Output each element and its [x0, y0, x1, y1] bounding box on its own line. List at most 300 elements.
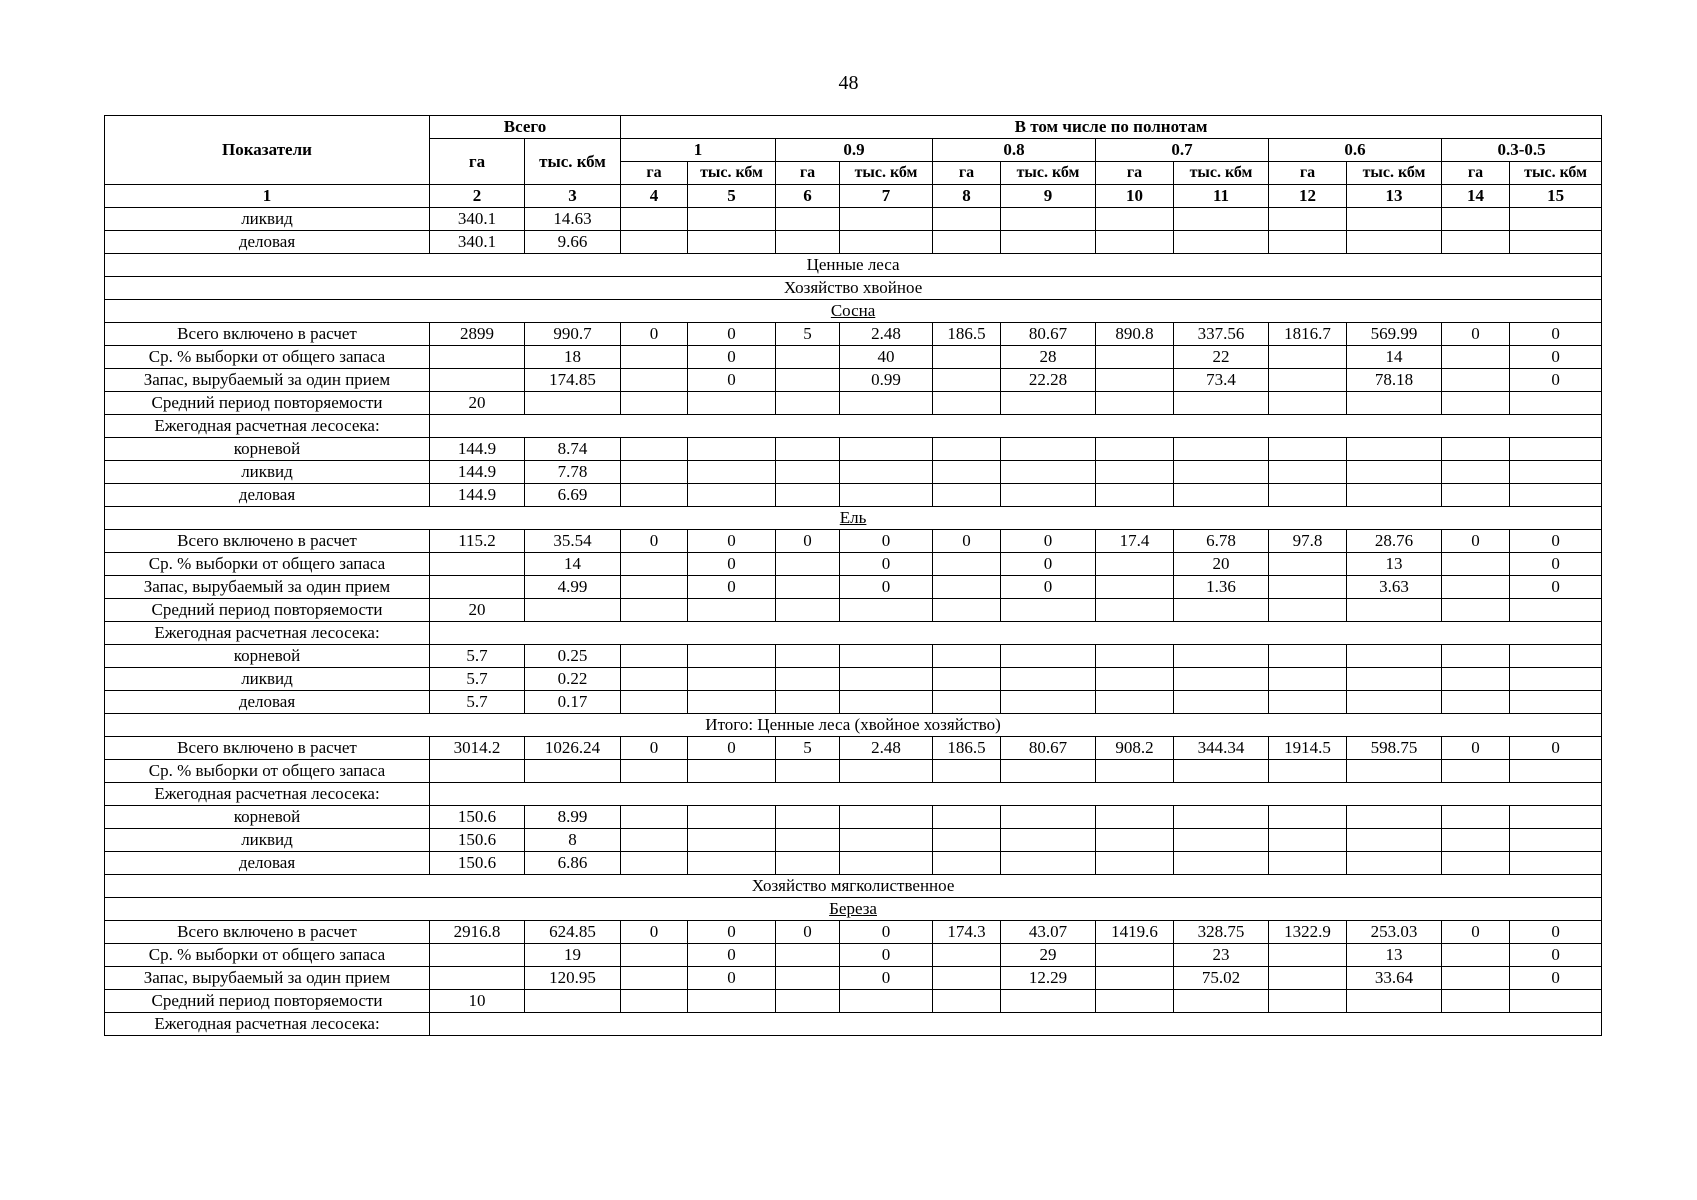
table-cell: 174.3 — [933, 921, 1001, 944]
table-cell — [776, 944, 840, 967]
table-cell: 0 — [688, 530, 776, 553]
table-cell: 0 — [688, 737, 776, 760]
table-cell: 14.63 — [525, 208, 621, 231]
table-cell: 890.8 — [1096, 323, 1174, 346]
table-cell — [1510, 484, 1602, 507]
header-total-ha: га — [430, 139, 525, 185]
section-heading-row — [105, 714, 1602, 737]
table-cell — [776, 967, 840, 990]
table-cell — [621, 208, 688, 231]
header-density-0-8: 0.8 — [933, 139, 1096, 162]
table-cell — [840, 668, 933, 691]
table-cell — [933, 461, 1001, 484]
table-cell — [1096, 553, 1174, 576]
table-cell — [933, 553, 1001, 576]
table-cell — [1269, 829, 1347, 852]
table-cell: 0 — [688, 369, 776, 392]
header-density-0-7: 0.7 — [1096, 139, 1269, 162]
table-row — [105, 760, 1602, 783]
table-cell: 13 — [1347, 553, 1442, 576]
table-cell: 0 — [1442, 323, 1510, 346]
table-cell — [525, 760, 621, 783]
table-cell: 0 — [1510, 944, 1602, 967]
table-cell — [1096, 438, 1174, 461]
table-cell — [1269, 208, 1347, 231]
table-cell — [1174, 852, 1269, 875]
table-cell — [688, 829, 776, 852]
table-cell — [840, 760, 933, 783]
section-heading — [105, 507, 1602, 530]
section-heading — [105, 714, 1602, 737]
table-cell — [621, 346, 688, 369]
header-unit-ha: га — [1442, 162, 1510, 185]
header-unit-volume: тыс. кбм — [688, 162, 776, 185]
table-cell — [1269, 806, 1347, 829]
table-cell: 23 — [1174, 944, 1269, 967]
table-cell — [1096, 806, 1174, 829]
table-body — [105, 208, 1602, 1036]
table-cell — [1096, 852, 1174, 875]
table-cell — [776, 392, 840, 415]
table-cell — [430, 967, 525, 990]
table-cell: 0 — [688, 921, 776, 944]
table-cell — [1096, 208, 1174, 231]
table-cell — [1347, 691, 1442, 714]
table-cell: 186.5 — [933, 323, 1001, 346]
table-row — [105, 369, 1602, 392]
table-cell — [1174, 461, 1269, 484]
table-cell: 8 — [525, 829, 621, 852]
table-cell — [1269, 576, 1347, 599]
table-cell — [776, 576, 840, 599]
table-cell — [933, 852, 1001, 875]
column-number: 5 — [688, 185, 776, 208]
table-row — [105, 576, 1602, 599]
table-cell — [933, 668, 1001, 691]
table-cell — [688, 208, 776, 231]
table-cell — [840, 438, 933, 461]
table-cell — [1001, 208, 1096, 231]
table-cell — [1001, 668, 1096, 691]
header-density-1: 1 — [621, 139, 776, 162]
table-cell — [933, 208, 1001, 231]
table-cell — [840, 645, 933, 668]
table-cell — [1347, 760, 1442, 783]
table-cell: 78.18 — [1347, 369, 1442, 392]
table-cell — [1442, 461, 1510, 484]
table-row — [105, 392, 1602, 415]
table-cell — [1174, 231, 1269, 254]
table-cell — [1174, 829, 1269, 852]
table-cell: 28.76 — [1347, 530, 1442, 553]
table-cell — [1347, 806, 1442, 829]
table-cell: 990.7 — [525, 323, 621, 346]
table-cell — [430, 553, 525, 576]
section-heading-row — [105, 875, 1602, 898]
column-number: 15 — [1510, 185, 1602, 208]
table-cell: 0 — [1442, 530, 1510, 553]
column-number: 14 — [1442, 185, 1510, 208]
table-cell: 0 — [840, 921, 933, 944]
table-cell — [933, 346, 1001, 369]
table-cell — [933, 576, 1001, 599]
table-cell — [1269, 484, 1347, 507]
table-row — [105, 967, 1602, 990]
table-cell: 6.86 — [525, 852, 621, 875]
row-label: Ср. % выборки от общего запаса — [105, 760, 430, 783]
table-cell: 0 — [1001, 576, 1096, 599]
table-cell: 80.67 — [1001, 737, 1096, 760]
header-unit-volume: тыс. кбм — [1347, 162, 1442, 185]
table-cell — [1442, 599, 1510, 622]
header-unit-ha: га — [933, 162, 1001, 185]
table-cell — [1174, 484, 1269, 507]
table-cell — [1174, 645, 1269, 668]
table-cell — [776, 231, 840, 254]
section-heading-row — [105, 898, 1602, 921]
row-label: ликвид — [105, 829, 430, 852]
section-heading-text: Ель — [839, 508, 867, 527]
table-row — [105, 323, 1602, 346]
row-label: корневой — [105, 438, 430, 461]
table-cell — [1174, 599, 1269, 622]
table-cell: 144.9 — [430, 484, 525, 507]
table-cell — [1001, 645, 1096, 668]
table-cell — [1174, 392, 1269, 415]
table-cell — [840, 990, 933, 1013]
table-cell — [1510, 599, 1602, 622]
table-cell — [776, 990, 840, 1013]
table-cell — [1174, 806, 1269, 829]
table-cell — [933, 806, 1001, 829]
table-cell: 40 — [840, 346, 933, 369]
table-cell: 6.69 — [525, 484, 621, 507]
row-label: Ежегодная расчетная лесосека: — [105, 622, 430, 645]
table-cell: 1026.24 — [525, 737, 621, 760]
table-cell — [1174, 760, 1269, 783]
table-cell — [621, 231, 688, 254]
table-cell — [1001, 438, 1096, 461]
row-label: Запас, вырубаемый за один прием — [105, 967, 430, 990]
table-cell — [933, 990, 1001, 1013]
table-cell: 174.85 — [525, 369, 621, 392]
table-cell — [621, 668, 688, 691]
row-label: деловая — [105, 231, 430, 254]
table-cell: 0 — [1510, 967, 1602, 990]
table-row — [105, 438, 1602, 461]
table-cell — [776, 553, 840, 576]
table-cell: 29 — [1001, 944, 1096, 967]
header-density-0-6: 0.6 — [1269, 139, 1442, 162]
table-cell — [1442, 208, 1510, 231]
table-cell — [776, 668, 840, 691]
table-row — [105, 921, 1602, 944]
table-cell: 2.48 — [840, 737, 933, 760]
table-cell — [1347, 208, 1442, 231]
header-density-0-9: 0.9 — [776, 139, 933, 162]
table-cell: 1419.6 — [1096, 921, 1174, 944]
section-heading-text: Хозяйство хвойное — [783, 278, 923, 297]
table-cell — [1442, 806, 1510, 829]
empty-cell — [430, 415, 1602, 438]
table-cell — [1269, 691, 1347, 714]
table-cell — [840, 461, 933, 484]
row-label: Всего включено в расчет — [105, 530, 430, 553]
table-cell — [840, 691, 933, 714]
table-cell — [1347, 484, 1442, 507]
table-cell — [1442, 231, 1510, 254]
table-cell — [1174, 208, 1269, 231]
table-cell — [688, 691, 776, 714]
table-cell — [933, 484, 1001, 507]
table-cell — [1442, 668, 1510, 691]
table-cell — [621, 691, 688, 714]
table-cell: 0 — [933, 530, 1001, 553]
table-row — [105, 231, 1602, 254]
table-cell: 0 — [776, 921, 840, 944]
table-cell — [776, 760, 840, 783]
header-unit-volume: тыс. кбм — [1174, 162, 1269, 185]
table-cell — [1442, 691, 1510, 714]
section-heading-text: Итого: Ценные леса (хвойное хозяйство) — [705, 715, 1001, 734]
table-cell: 340.1 — [430, 208, 525, 231]
table-cell: 328.75 — [1174, 921, 1269, 944]
column-number: 6 — [776, 185, 840, 208]
column-number: 9 — [1001, 185, 1096, 208]
table-cell — [430, 760, 525, 783]
header-unit-volume: тыс. кбм — [840, 162, 933, 185]
header-unit-ha: га — [1096, 162, 1174, 185]
table-cell — [1174, 990, 1269, 1013]
table-row — [105, 346, 1602, 369]
table-cell — [840, 829, 933, 852]
table-cell: 115.2 — [430, 530, 525, 553]
row-label: деловая — [105, 484, 430, 507]
table-cell: 0 — [1510, 530, 1602, 553]
table-cell: 598.75 — [1347, 737, 1442, 760]
table-cell: 20 — [430, 392, 525, 415]
table-cell: 2916.8 — [430, 921, 525, 944]
table-cell: 1.36 — [1174, 576, 1269, 599]
table-cell — [1510, 461, 1602, 484]
header-by-density: В том числе по полнотам — [621, 116, 1602, 139]
table-cell — [1096, 599, 1174, 622]
table-cell — [1510, 668, 1602, 691]
row-label: Ср. % выборки от общего запаса — [105, 553, 430, 576]
table-cell: 22 — [1174, 346, 1269, 369]
table-cell: 75.02 — [1174, 967, 1269, 990]
section-heading — [105, 875, 1602, 898]
table-cell — [1347, 645, 1442, 668]
table-cell: 6.78 — [1174, 530, 1269, 553]
table-cell — [1510, 990, 1602, 1013]
table-cell: 1816.7 — [1269, 323, 1347, 346]
table-cell — [1269, 461, 1347, 484]
table-cell — [1174, 668, 1269, 691]
table-cell: 0 — [688, 576, 776, 599]
table-cell: 0 — [840, 530, 933, 553]
table-cell — [688, 668, 776, 691]
table-row — [105, 461, 1602, 484]
table-cell — [933, 944, 1001, 967]
table-cell — [1096, 668, 1174, 691]
table-cell — [840, 208, 933, 231]
section-heading-row — [105, 507, 1602, 530]
table-cell: 0 — [1442, 737, 1510, 760]
row-label: деловая — [105, 691, 430, 714]
table-cell: 20 — [430, 599, 525, 622]
table-cell: 0 — [621, 921, 688, 944]
table-cell — [1001, 231, 1096, 254]
table-cell: 0 — [1510, 346, 1602, 369]
table-cell: 0 — [688, 346, 776, 369]
table-cell — [776, 852, 840, 875]
table-cell — [621, 461, 688, 484]
table-cell — [840, 852, 933, 875]
table-cell — [1174, 438, 1269, 461]
table-cell — [1442, 369, 1510, 392]
table-cell — [1510, 231, 1602, 254]
row-label: Средний период повторяемости — [105, 990, 430, 1013]
table-cell — [840, 599, 933, 622]
table-cell — [933, 392, 1001, 415]
table-cell — [1442, 990, 1510, 1013]
table-cell — [1510, 208, 1602, 231]
column-number: 2 — [430, 185, 525, 208]
row-label: деловая — [105, 852, 430, 875]
section-heading-text: Хозяйство мягколиственное — [751, 876, 955, 895]
table-cell: 150.6 — [430, 806, 525, 829]
table-cell: 144.9 — [430, 438, 525, 461]
table-row — [105, 599, 1602, 622]
table-cell: 18 — [525, 346, 621, 369]
row-label: ликвид — [105, 208, 430, 231]
table-cell: 120.95 — [525, 967, 621, 990]
table-cell — [430, 369, 525, 392]
table-cell — [1442, 645, 1510, 668]
empty-cell — [430, 622, 1602, 645]
table-cell: 5 — [776, 323, 840, 346]
table-cell — [1269, 760, 1347, 783]
row-label: ликвид — [105, 668, 430, 691]
table-cell: 624.85 — [525, 921, 621, 944]
table-cell — [1269, 438, 1347, 461]
table-cell: 144.9 — [430, 461, 525, 484]
section-heading — [105, 254, 1602, 277]
table-cell — [1442, 346, 1510, 369]
table-cell: 0 — [688, 323, 776, 346]
table-cell: 14 — [1347, 346, 1442, 369]
table-cell: 22.28 — [1001, 369, 1096, 392]
table-cell: 0 — [1510, 576, 1602, 599]
row-label: корневой — [105, 645, 430, 668]
table-cell — [1347, 438, 1442, 461]
table-cell: 0 — [840, 553, 933, 576]
table-cell — [621, 438, 688, 461]
row-label: Запас, вырубаемый за один прием — [105, 369, 430, 392]
forest-stock-table — [104, 115, 1602, 1036]
table-cell — [1269, 231, 1347, 254]
table-cell: 0 — [621, 737, 688, 760]
table-cell — [621, 944, 688, 967]
table-cell: 14 — [525, 553, 621, 576]
table-cell — [1096, 829, 1174, 852]
row-label: Запас, вырубаемый за один прием — [105, 576, 430, 599]
table-cell — [1442, 392, 1510, 415]
table-cell — [621, 806, 688, 829]
column-number-row — [105, 185, 1602, 208]
column-number: 12 — [1269, 185, 1347, 208]
table-cell: 7.78 — [525, 461, 621, 484]
row-label: Ежегодная расчетная лесосека: — [105, 1013, 430, 1036]
table-cell — [525, 990, 621, 1013]
table-cell — [1001, 599, 1096, 622]
table-row — [105, 622, 1602, 645]
table-cell — [933, 645, 1001, 668]
table-cell — [1510, 852, 1602, 875]
table-cell — [1442, 852, 1510, 875]
table-cell: 5.7 — [430, 668, 525, 691]
column-number: 1 — [105, 185, 430, 208]
table-cell: 253.03 — [1347, 921, 1442, 944]
table-cell — [1269, 645, 1347, 668]
column-number: 13 — [1347, 185, 1442, 208]
table-cell — [621, 829, 688, 852]
table-cell: 569.99 — [1347, 323, 1442, 346]
row-label: Средний период повторяемости — [105, 599, 430, 622]
table-cell — [1096, 967, 1174, 990]
table-cell — [933, 369, 1001, 392]
table-cell: 0.99 — [840, 369, 933, 392]
table-cell: 5 — [776, 737, 840, 760]
table-cell — [776, 806, 840, 829]
table-cell — [776, 438, 840, 461]
table-cell — [688, 760, 776, 783]
table-cell — [1269, 392, 1347, 415]
table-cell: 3014.2 — [430, 737, 525, 760]
page-number: 48 — [838, 72, 859, 94]
table-cell — [1347, 392, 1442, 415]
table-cell — [1510, 645, 1602, 668]
table-cell: 0 — [1001, 530, 1096, 553]
table-cell — [1347, 990, 1442, 1013]
table-cell — [1442, 484, 1510, 507]
column-number: 4 — [621, 185, 688, 208]
table-cell: 0 — [688, 967, 776, 990]
table-row — [105, 944, 1602, 967]
table-cell — [621, 990, 688, 1013]
table-cell — [1001, 691, 1096, 714]
empty-cell — [430, 1013, 1602, 1036]
section-heading-row — [105, 277, 1602, 300]
table-cell — [1001, 392, 1096, 415]
header-unit-volume: тыс. кбм — [1001, 162, 1096, 185]
column-number: 8 — [933, 185, 1001, 208]
table-cell: 12.29 — [1001, 967, 1096, 990]
table-cell — [776, 829, 840, 852]
table-cell — [1510, 691, 1602, 714]
table-cell — [430, 346, 525, 369]
table-cell — [776, 208, 840, 231]
header-unit-ha: га — [1269, 162, 1347, 185]
table-cell — [688, 392, 776, 415]
table-cell — [776, 645, 840, 668]
row-label: Всего включено в расчет — [105, 737, 430, 760]
table-cell — [776, 369, 840, 392]
section-heading-row — [105, 300, 1602, 323]
table-cell: 73.4 — [1174, 369, 1269, 392]
table-cell — [1001, 461, 1096, 484]
